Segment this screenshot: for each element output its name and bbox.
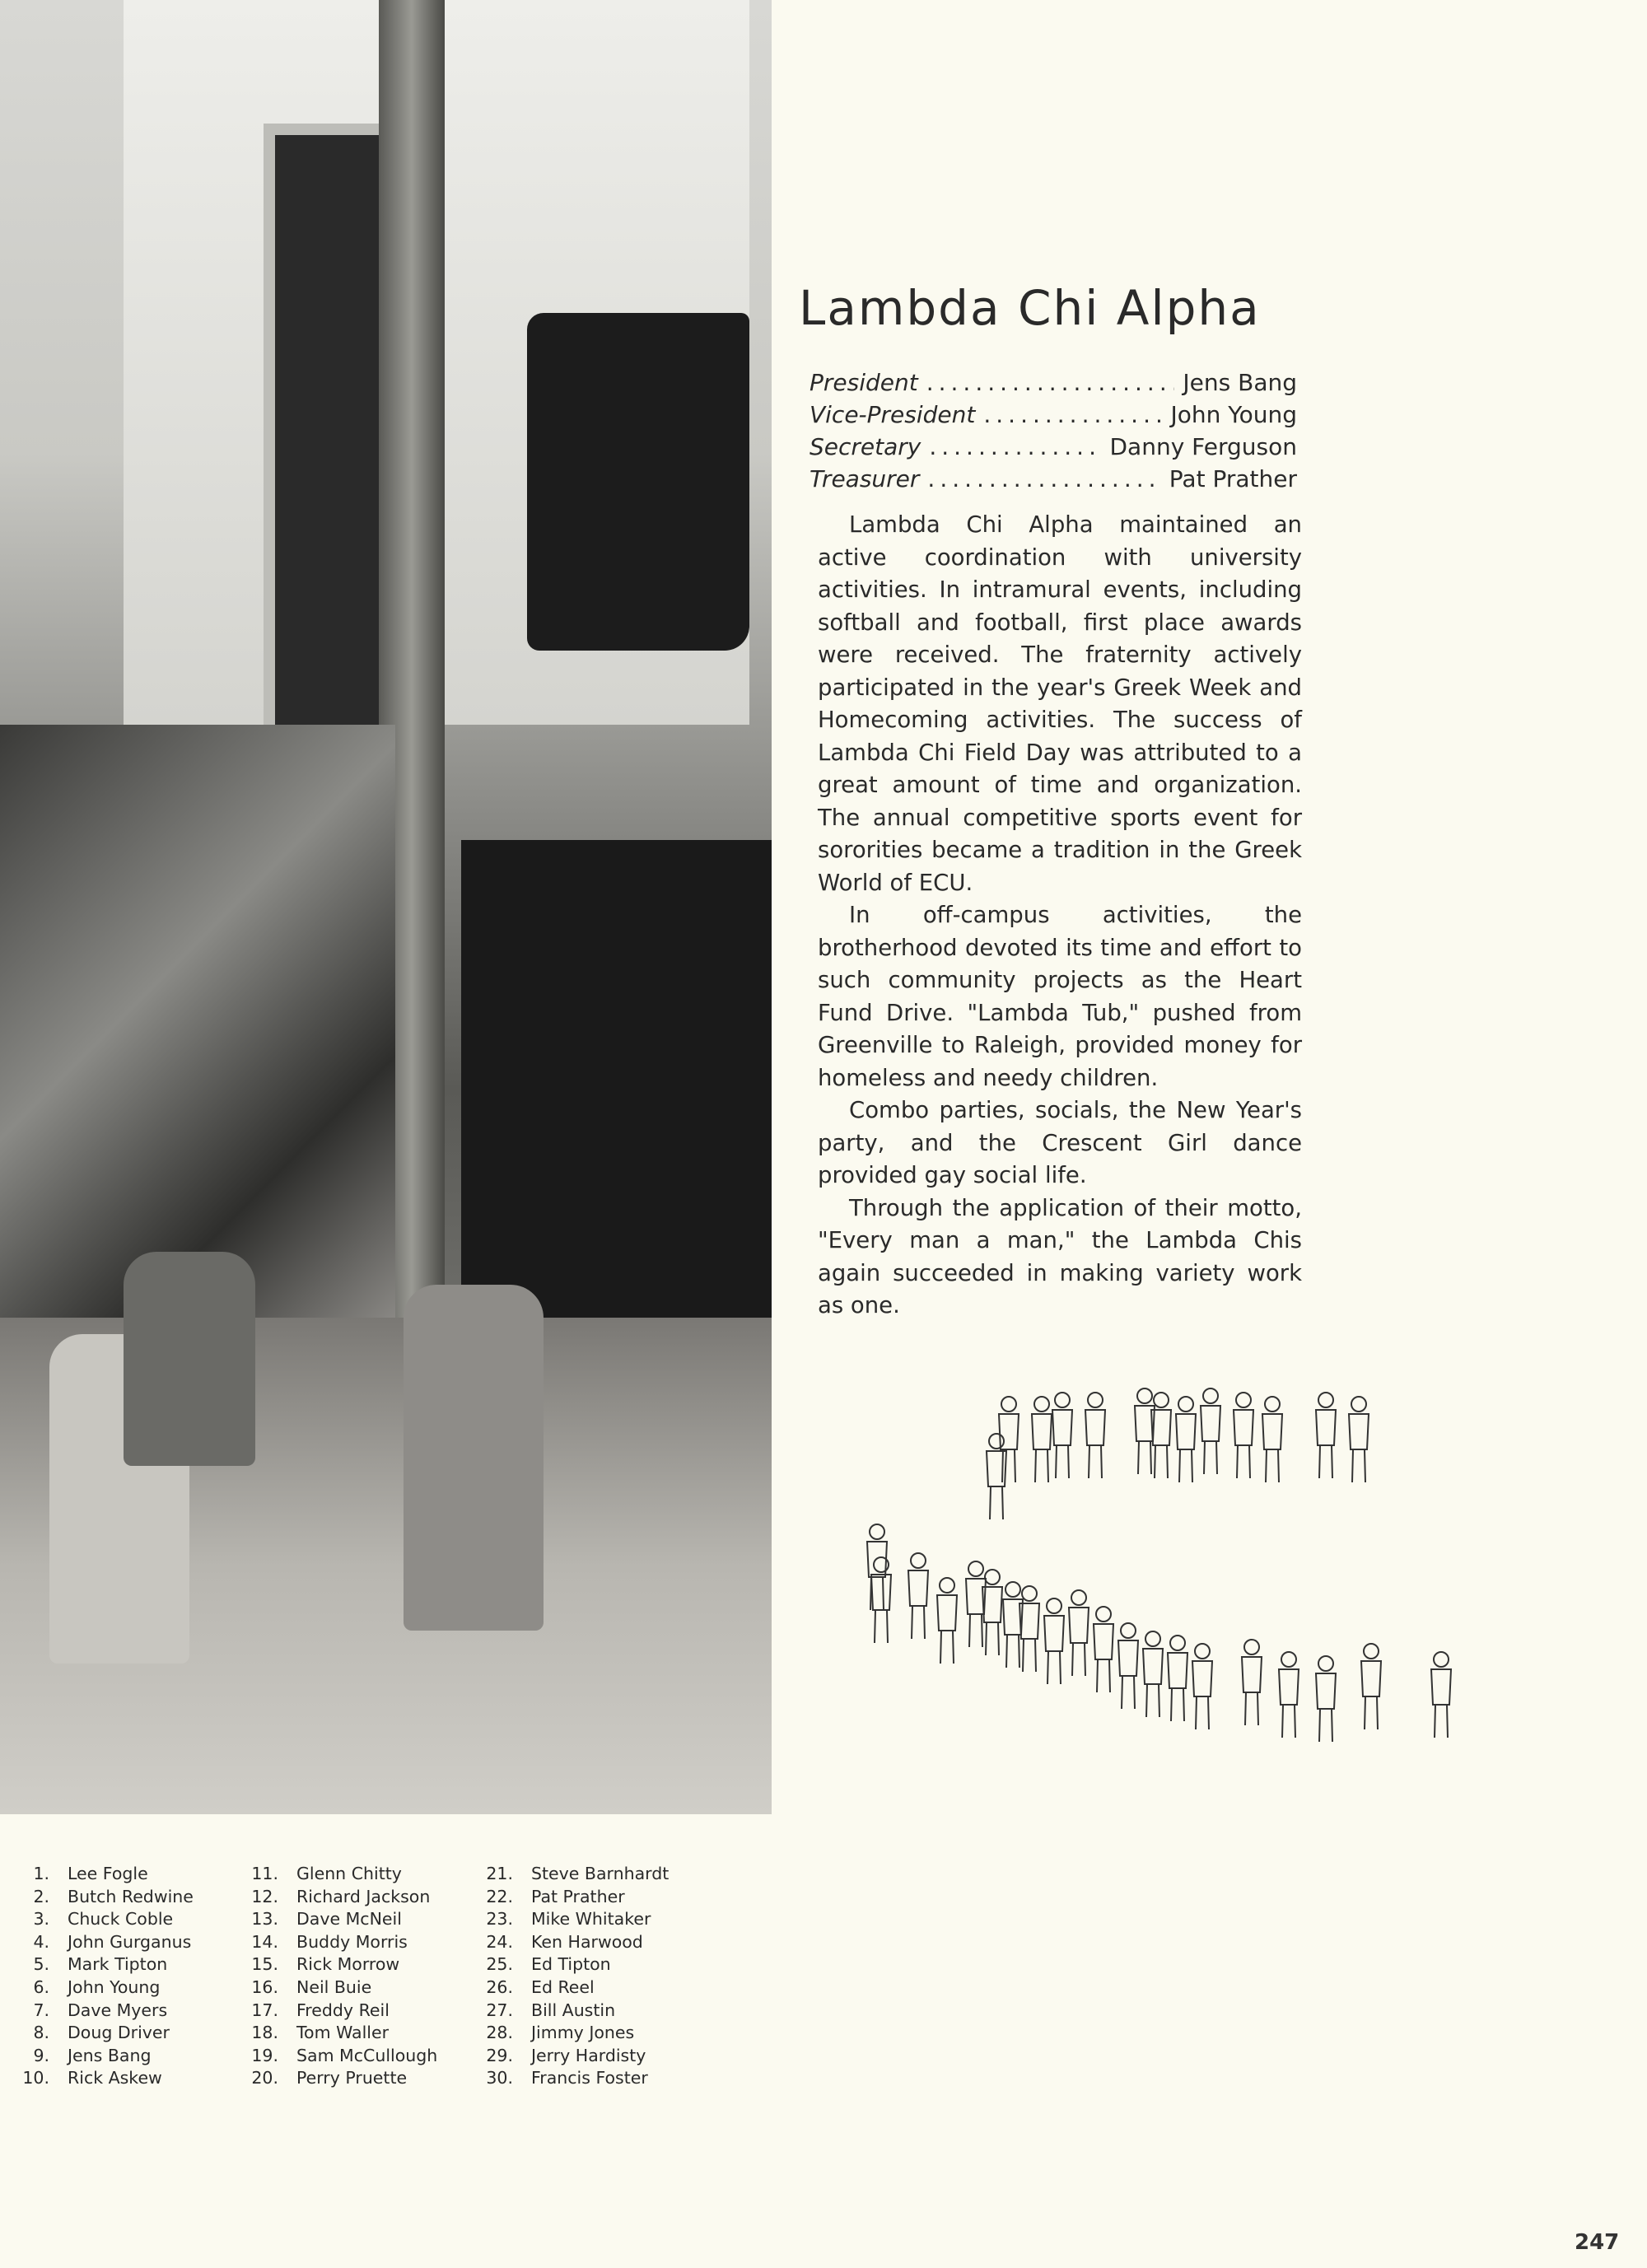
- officer-name: Pat Prather: [1169, 465, 1297, 492]
- member-number: 30.: [486, 2068, 513, 2088]
- officer-row: [810, 433, 1297, 465]
- officer-row: [810, 465, 1297, 497]
- member-row: [474, 2045, 669, 2068]
- drawn-figure: [1349, 1397, 1369, 1482]
- member-row: [10, 2000, 194, 2023]
- member-name: Glenn Chitty: [296, 1864, 402, 1883]
- member-number: 13.: [251, 1909, 278, 1930]
- page-title: Lambda Chi Alpha: [799, 280, 1261, 336]
- member-number: 10.: [22, 2068, 49, 2088]
- drawn-figure: [987, 1434, 1006, 1519]
- drawn-figure: [1085, 1393, 1105, 1478]
- drawn-figure: [1234, 1393, 1253, 1478]
- officer-role: Secretary: [810, 433, 921, 460]
- member-number: 16.: [251, 1976, 278, 1997]
- member-number: 21.: [486, 1864, 513, 1883]
- member-row: [474, 2022, 669, 2045]
- member-name: Buddy Morris: [296, 1931, 408, 1952]
- officer-name: Danny Ferguson: [1109, 433, 1297, 460]
- member-row: [10, 1886, 194, 1909]
- drawn-figure: [1431, 1652, 1451, 1738]
- member-number: 26.: [486, 1976, 513, 1997]
- member-name: John Young: [68, 1976, 161, 1997]
- photo-wall-hole: [527, 313, 749, 651]
- member-row: [239, 1863, 437, 1886]
- officer-role: Vice-President: [810, 401, 976, 428]
- member-number: 19.: [251, 2045, 278, 2065]
- member-row: [10, 1931, 194, 1954]
- member-row: [474, 1931, 669, 1954]
- drawn-figure: [1052, 1393, 1072, 1478]
- photo-person: [124, 1252, 255, 1466]
- member-name: Ed Tipton: [531, 1954, 611, 1975]
- member-row: [474, 2000, 669, 2023]
- member-number: 20.: [251, 2068, 278, 2088]
- member-name: Freddy Reil: [296, 2000, 390, 2020]
- member-number: 6.: [33, 1976, 49, 1997]
- line-drawing-figures: [832, 1367, 1499, 1812]
- member-name: Ken Harwood: [531, 1931, 643, 1952]
- page-number: 247: [1575, 2230, 1620, 2255]
- member-name: Sam McCullough: [296, 2045, 438, 2065]
- member-row: [10, 2067, 194, 2090]
- member-name: Neil Buie: [296, 1976, 372, 1997]
- member-row: [474, 1953, 669, 1976]
- officers-list: [810, 369, 1297, 497]
- member-number: 22.: [486, 1886, 513, 1906]
- officer-name: Jens Bang: [1183, 369, 1297, 396]
- member-name: Doug Driver: [68, 2023, 170, 2043]
- drawn-figure: [1044, 1598, 1064, 1684]
- member-name: Butch Redwine: [68, 1886, 194, 1906]
- drawn-figure: [1316, 1656, 1336, 1742]
- leader-dots: [983, 401, 1162, 428]
- drawn-figure: [1118, 1623, 1138, 1709]
- member-name: Jerry Hardisty: [531, 2045, 646, 2065]
- member-number: 25.: [486, 1954, 513, 1975]
- drawn-figure: [1201, 1388, 1220, 1474]
- paragraph: In off-campus activities, the brotherhood devoted its time and effort to such community projects as the Heart Fund Drive. "Lambda Tub," pushed from Greenville to Raleigh, provided money for homeless and needy children.: [818, 902, 1302, 1091]
- member-row: [239, 2000, 437, 2023]
- member-number: 12.: [251, 1886, 278, 1906]
- members-column-3: [474, 1863, 669, 2090]
- drawn-figure: [999, 1397, 1019, 1482]
- member-row: [10, 2022, 194, 2045]
- drawn-figure: [1143, 1631, 1163, 1717]
- member-number: 7.: [33, 2000, 49, 2020]
- member-row: [10, 1863, 194, 1886]
- drawn-figure: [1168, 1636, 1187, 1721]
- member-number: 9.: [33, 2045, 49, 2065]
- member-row: [10, 1908, 194, 1931]
- drawn-figure: [937, 1578, 957, 1664]
- member-name: Ed Reel: [531, 1976, 595, 1997]
- member-name: Jimmy Jones: [531, 2023, 635, 2043]
- drawn-figure: [1316, 1393, 1336, 1478]
- member-row: [10, 1953, 194, 1976]
- member-name: Chuck Coble: [68, 1909, 174, 1930]
- member-row: [239, 1886, 437, 1909]
- member-row: [239, 1908, 437, 1931]
- member-row: [474, 1886, 669, 1909]
- member-name: Tom Waller: [296, 2023, 390, 2043]
- member-name: Bill Austin: [531, 2000, 616, 2020]
- member-name: Richard Jackson: [296, 1886, 431, 1906]
- paragraph: Combo parties, socials, the New Year's party, and the Crescent Girl dance provided gay social life.: [818, 1097, 1302, 1188]
- member-number: 1.: [33, 1864, 49, 1883]
- member-name: Jens Bang: [68, 2045, 152, 2065]
- drawn-figure: [1262, 1397, 1282, 1482]
- member-name: Rick Askew: [68, 2068, 162, 2088]
- members-column-1: [10, 1863, 194, 2090]
- drawn-figure: [1279, 1652, 1299, 1738]
- member-row: [239, 1976, 437, 2000]
- member-name: Dave McNeil: [296, 1909, 402, 1930]
- member-row: [239, 2022, 437, 2045]
- officer-role: Treasurer: [810, 465, 920, 492]
- leader-dots: [927, 465, 1160, 492]
- officer-row: [810, 369, 1297, 401]
- drawn-figure: [1176, 1397, 1196, 1482]
- photo-person: [404, 1285, 544, 1631]
- member-number: 28.: [486, 2023, 513, 2043]
- member-number: 27.: [486, 2000, 513, 2020]
- member-row: [474, 1976, 669, 2000]
- paragraph: Lambda Chi Alpha maintained an active coordination with university activities. In intramural events, including softball and football, first place awards were received. The fraternity actively participated in the year's Greek Week and Homecoming activities. The success of Lambda Chi Field Day was attributed to a great amount of time and organization. The annual competitive sports event for sororities became a tradition in the Greek World of ECU.: [818, 511, 1302, 896]
- member-number: 15.: [251, 1954, 278, 1975]
- drawn-figure: [1094, 1607, 1113, 1692]
- member-number: 8.: [33, 2023, 49, 2043]
- officer-name: John Young: [1170, 401, 1297, 428]
- member-row: [10, 2045, 194, 2068]
- member-name: Francis Foster: [531, 2068, 648, 2088]
- member-number: 14.: [251, 1931, 278, 1952]
- member-name: Lee Fogle: [68, 1864, 148, 1883]
- member-name: Mark Tipton: [68, 1954, 168, 1975]
- member-number: 18.: [251, 2023, 278, 2043]
- member-name: Pat Prather: [531, 1886, 625, 1906]
- member-name: Dave Myers: [68, 2000, 168, 2020]
- member-name: Rick Morrow: [296, 1954, 400, 1975]
- member-number: 17.: [251, 2000, 278, 2020]
- member-number: 3.: [33, 1909, 49, 1930]
- member-number: 11.: [251, 1864, 278, 1883]
- member-row: [239, 1931, 437, 1954]
- officer-role: President: [810, 369, 918, 396]
- drawn-figure: [1069, 1590, 1089, 1676]
- member-number: 23.: [486, 1909, 513, 1930]
- drawn-figure: [1242, 1640, 1262, 1725]
- leader-dots: [929, 433, 1101, 460]
- member-name: Steve Barnhardt: [531, 1864, 670, 1883]
- drawn-figure: [1192, 1644, 1212, 1729]
- article-body: [818, 509, 1302, 1323]
- member-row: [474, 1863, 669, 1886]
- drawn-figure: [871, 1557, 891, 1643]
- member-name: John Gurganus: [68, 1931, 192, 1952]
- member-row: [239, 1953, 437, 1976]
- paragraph: Through the application of their motto, "Every man a man," the Lambda Chis again succeeded in making variety work as one.: [818, 1194, 1302, 1318]
- drawn-figure: [867, 1524, 887, 1610]
- member-name: Perry Pruette: [296, 2068, 408, 2088]
- member-number: 5.: [33, 1954, 49, 1975]
- member-name: Mike Whitaker: [531, 1909, 651, 1930]
- members-column-2: [239, 1863, 437, 2090]
- officer-row: [810, 401, 1297, 433]
- member-row: [10, 1976, 194, 2000]
- member-number: 29.: [486, 2045, 513, 2065]
- member-row: [239, 2067, 437, 2090]
- member-number: 2.: [33, 1886, 49, 1906]
- drawn-figure: [908, 1553, 928, 1639]
- drawn-figure: [1361, 1644, 1381, 1729]
- leader-dots: [926, 369, 1175, 396]
- member-row: [474, 2067, 669, 2090]
- drawn-figure: [1032, 1397, 1052, 1482]
- member-number: 24.: [486, 1931, 513, 1952]
- member-row: [474, 1908, 669, 1931]
- photo-demolished-house: [0, 0, 772, 1814]
- member-number: 4.: [33, 1931, 49, 1952]
- member-row: [239, 2045, 437, 2068]
